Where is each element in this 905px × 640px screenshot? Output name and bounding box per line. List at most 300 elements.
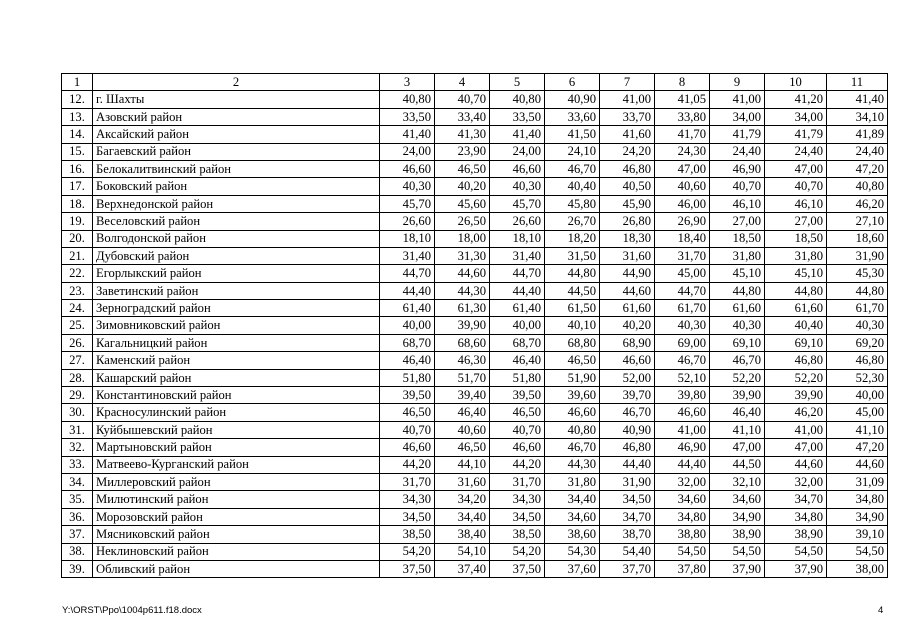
value-cell: 46,60 (490, 439, 545, 456)
value-cell: 31,09 (827, 473, 888, 490)
value-cell: 31,70 (380, 473, 435, 490)
table-row (62, 317, 888, 334)
row-number: 34. (62, 473, 93, 490)
district-name: Кагальницкий район (93, 334, 380, 351)
value-cell: 41,79 (710, 126, 765, 143)
value-cell: 40,30 (490, 178, 545, 195)
value-cell: 40,40 (765, 317, 827, 334)
value-cell: 61,60 (600, 300, 655, 317)
value-cell: 34,30 (490, 491, 545, 508)
value-cell: 54,40 (600, 543, 655, 560)
value-cell: 34,60 (655, 491, 710, 508)
value-cell: 46,40 (380, 352, 435, 369)
district-name: Куйбышевский район (93, 421, 380, 438)
value-cell: 61,40 (380, 300, 435, 317)
table-row (62, 560, 888, 577)
value-cell: 45,70 (380, 195, 435, 212)
row-number: 36. (62, 508, 93, 525)
value-cell: 26,80 (600, 213, 655, 230)
value-cell: 32,00 (765, 473, 827, 490)
value-cell: 68,90 (600, 334, 655, 351)
value-cell: 45,00 (827, 404, 888, 421)
value-cell: 39,90 (435, 317, 490, 334)
district-name: Заветинский район (93, 282, 380, 299)
value-cell: 27,00 (710, 213, 765, 230)
value-cell: 40,50 (600, 178, 655, 195)
table-row (62, 160, 888, 177)
table-row (62, 404, 888, 421)
value-cell: 31,80 (545, 473, 600, 490)
row-number: 27. (62, 352, 93, 369)
table-row (62, 213, 888, 230)
value-cell: 61,30 (435, 300, 490, 317)
value-cell: 54,50 (765, 543, 827, 560)
value-cell: 31,40 (490, 247, 545, 264)
value-cell: 32,10 (710, 473, 765, 490)
value-cell: 34,50 (380, 508, 435, 525)
table-row (62, 456, 888, 473)
district-name: Милютинский район (93, 491, 380, 508)
value-cell: 46,60 (545, 404, 600, 421)
value-cell: 46,50 (435, 439, 490, 456)
district-name: Матвеево-Курганский район (93, 456, 380, 473)
value-cell: 41,20 (765, 91, 827, 108)
value-cell: 34,70 (765, 491, 827, 508)
value-cell: 41,70 (655, 126, 710, 143)
value-cell: 40,00 (827, 387, 888, 404)
value-cell: 47,00 (765, 439, 827, 456)
column-header: 4 (435, 74, 490, 91)
value-cell: 41,00 (600, 91, 655, 108)
value-cell: 24,30 (655, 143, 710, 160)
table-row (62, 473, 888, 490)
value-cell: 38,90 (710, 526, 765, 543)
table-row (62, 526, 888, 543)
value-cell: 44,80 (545, 265, 600, 282)
value-cell: 37,60 (545, 560, 600, 577)
row-number: 21. (62, 247, 93, 264)
value-cell: 44,40 (380, 282, 435, 299)
column-header: 5 (490, 74, 545, 91)
value-cell: 26,60 (490, 213, 545, 230)
row-number: 26. (62, 334, 93, 351)
value-cell: 39,90 (710, 387, 765, 404)
row-number: 15. (62, 143, 93, 160)
district-name: Волгодонской район (93, 230, 380, 247)
value-cell: 38,50 (490, 526, 545, 543)
column-header: 3 (380, 74, 435, 91)
value-cell: 34,80 (827, 491, 888, 508)
value-cell: 68,70 (380, 334, 435, 351)
value-cell: 54,50 (655, 543, 710, 560)
value-cell: 46,70 (600, 404, 655, 421)
value-cell: 31,60 (600, 247, 655, 264)
district-name: Азовский район (93, 108, 380, 125)
value-cell: 51,80 (490, 369, 545, 386)
value-cell: 69,10 (765, 334, 827, 351)
district-name: Каменский район (93, 352, 380, 369)
row-number: 31. (62, 421, 93, 438)
row-number: 39. (62, 560, 93, 577)
value-cell: 41,10 (710, 421, 765, 438)
value-cell: 47,20 (827, 439, 888, 456)
column-header: 11 (827, 74, 888, 91)
value-cell: 44,60 (827, 456, 888, 473)
value-cell: 34,00 (765, 108, 827, 125)
column-header: 9 (710, 74, 765, 91)
value-cell: 46,70 (655, 352, 710, 369)
value-cell: 27,00 (765, 213, 827, 230)
value-cell: 46,30 (435, 352, 490, 369)
value-cell: 44,40 (655, 456, 710, 473)
value-cell: 44,30 (545, 456, 600, 473)
value-cell: 46,90 (655, 439, 710, 456)
district-name: Верхнедонской район (93, 195, 380, 212)
row-number: 20. (62, 230, 93, 247)
value-cell: 52,20 (710, 369, 765, 386)
value-cell: 18,10 (380, 230, 435, 247)
value-cell: 26,60 (380, 213, 435, 230)
value-cell: 46,60 (655, 404, 710, 421)
district-name: Аксайский район (93, 126, 380, 143)
value-cell: 37,90 (710, 560, 765, 577)
row-number: 13. (62, 108, 93, 125)
value-cell: 44,60 (765, 456, 827, 473)
value-cell: 31,60 (435, 473, 490, 490)
value-cell: 31,90 (600, 473, 655, 490)
table-row (62, 300, 888, 317)
value-cell: 31,70 (490, 473, 545, 490)
value-cell: 34,20 (435, 491, 490, 508)
value-cell: 39,40 (435, 387, 490, 404)
value-cell: 47,00 (710, 439, 765, 456)
district-name: Багаевский район (93, 143, 380, 160)
value-cell: 39,80 (655, 387, 710, 404)
value-cell: 40,80 (827, 178, 888, 195)
table-row (62, 126, 888, 143)
value-cell: 38,50 (380, 526, 435, 543)
value-cell: 40,20 (600, 317, 655, 334)
value-cell: 32,00 (655, 473, 710, 490)
table-body (62, 91, 888, 578)
value-cell: 40,60 (435, 421, 490, 438)
table-row (62, 282, 888, 299)
value-cell: 44,60 (435, 265, 490, 282)
table-row (62, 369, 888, 386)
value-cell: 44,30 (435, 282, 490, 299)
value-cell: 61,70 (655, 300, 710, 317)
value-cell: 61,40 (490, 300, 545, 317)
value-cell: 45,80 (545, 195, 600, 212)
value-cell: 34,90 (710, 508, 765, 525)
value-cell: 24,40 (710, 143, 765, 160)
value-cell: 31,30 (435, 247, 490, 264)
footer-file-path: Y:\ORST\Ppo\1004p611.f18.docx (62, 605, 202, 616)
value-cell: 41,10 (827, 421, 888, 438)
value-cell: 23,90 (435, 143, 490, 160)
row-number: 17. (62, 178, 93, 195)
value-cell: 45,60 (435, 195, 490, 212)
value-cell: 46,60 (600, 352, 655, 369)
value-cell: 34,50 (490, 508, 545, 525)
district-name: Веселовский район (93, 213, 380, 230)
table-row (62, 265, 888, 282)
value-cell: 24,10 (545, 143, 600, 160)
value-cell: 46,70 (545, 160, 600, 177)
value-cell: 33,50 (490, 108, 545, 125)
value-cell: 44,20 (380, 456, 435, 473)
value-cell: 34,00 (710, 108, 765, 125)
value-cell: 33,50 (380, 108, 435, 125)
row-number: 19. (62, 213, 93, 230)
table-row (62, 247, 888, 264)
value-cell: 46,40 (435, 404, 490, 421)
value-cell: 37,50 (490, 560, 545, 577)
value-cell: 54,20 (380, 543, 435, 560)
value-cell: 40,30 (827, 317, 888, 334)
value-cell: 46,40 (490, 352, 545, 369)
value-cell: 46,80 (827, 352, 888, 369)
value-cell: 44,80 (710, 282, 765, 299)
value-cell: 38,00 (827, 560, 888, 577)
value-cell: 18,00 (435, 230, 490, 247)
value-cell: 34,70 (600, 508, 655, 525)
table-row (62, 178, 888, 195)
district-name: Миллеровский район (93, 473, 380, 490)
value-cell: 33,80 (655, 108, 710, 125)
value-cell: 51,80 (380, 369, 435, 386)
value-cell: 40,30 (710, 317, 765, 334)
value-cell: 54,50 (710, 543, 765, 560)
value-cell: 44,70 (490, 265, 545, 282)
district-name: Зимовниковский район (93, 317, 380, 334)
value-cell: 45,30 (827, 265, 888, 282)
value-cell: 41,40 (827, 91, 888, 108)
value-cell: 52,10 (655, 369, 710, 386)
value-cell: 40,20 (435, 178, 490, 195)
value-cell: 34,80 (655, 508, 710, 525)
value-cell: 33,70 (600, 108, 655, 125)
value-cell: 46,80 (765, 352, 827, 369)
value-cell: 40,10 (545, 317, 600, 334)
column-header: 10 (765, 74, 827, 91)
row-number: 12. (62, 91, 93, 108)
value-cell: 39,60 (545, 387, 600, 404)
value-cell: 52,00 (600, 369, 655, 386)
district-name: Красносулинский район (93, 404, 380, 421)
value-cell: 34,50 (600, 491, 655, 508)
table-row (62, 439, 888, 456)
value-cell: 40,70 (380, 421, 435, 438)
value-cell: 41,05 (655, 91, 710, 108)
value-cell: 18,50 (710, 230, 765, 247)
table-row (62, 230, 888, 247)
value-cell: 40,80 (490, 91, 545, 108)
value-cell: 46,50 (490, 404, 545, 421)
value-cell: 68,70 (490, 334, 545, 351)
value-cell: 24,40 (765, 143, 827, 160)
value-cell: 38,60 (545, 526, 600, 543)
row-number: 29. (62, 387, 93, 404)
table-row (62, 352, 888, 369)
value-cell: 45,90 (600, 195, 655, 212)
value-cell: 40,30 (380, 178, 435, 195)
value-cell: 54,50 (827, 543, 888, 560)
table-row (62, 334, 888, 351)
value-cell: 24,40 (827, 143, 888, 160)
value-cell: 39,50 (380, 387, 435, 404)
value-cell: 40,80 (380, 91, 435, 108)
row-number: 33. (62, 456, 93, 473)
district-name: Морозовский район (93, 508, 380, 525)
value-cell: 44,60 (600, 282, 655, 299)
value-cell: 33,60 (545, 108, 600, 125)
table-row (62, 387, 888, 404)
table-header-row (62, 74, 888, 91)
value-cell: 44,70 (655, 282, 710, 299)
value-cell: 37,80 (655, 560, 710, 577)
row-number: 25. (62, 317, 93, 334)
data-table (61, 73, 888, 578)
value-cell: 45,10 (765, 265, 827, 282)
value-cell: 39,10 (827, 526, 888, 543)
value-cell: 47,00 (765, 160, 827, 177)
value-cell: 26,70 (545, 213, 600, 230)
value-cell: 46,20 (765, 404, 827, 421)
value-cell: 40,70 (490, 421, 545, 438)
value-cell: 38,90 (765, 526, 827, 543)
value-cell: 37,40 (435, 560, 490, 577)
value-cell: 24,20 (600, 143, 655, 160)
row-number: 14. (62, 126, 93, 143)
value-cell: 44,10 (435, 456, 490, 473)
value-cell: 46,20 (827, 195, 888, 212)
row-number: 24. (62, 300, 93, 317)
row-number: 22. (62, 265, 93, 282)
value-cell: 44,80 (765, 282, 827, 299)
district-name: Белокалитвинский район (93, 160, 380, 177)
column-header: 2 (93, 74, 380, 91)
value-cell: 46,70 (710, 352, 765, 369)
value-cell: 34,40 (545, 491, 600, 508)
value-cell: 44,50 (710, 456, 765, 473)
value-cell: 54,10 (435, 543, 490, 560)
value-cell: 46,60 (380, 439, 435, 456)
value-cell: 18,30 (600, 230, 655, 247)
value-cell: 40,30 (655, 317, 710, 334)
value-cell: 68,80 (545, 334, 600, 351)
value-cell: 44,40 (490, 282, 545, 299)
value-cell: 41,60 (600, 126, 655, 143)
value-cell: 31,80 (765, 247, 827, 264)
value-cell: 61,60 (765, 300, 827, 317)
column-header: 8 (655, 74, 710, 91)
value-cell: 33,40 (435, 108, 490, 125)
value-cell: 46,70 (545, 439, 600, 456)
value-cell: 34,80 (765, 508, 827, 525)
value-cell: 40,00 (490, 317, 545, 334)
column-header: 7 (600, 74, 655, 91)
value-cell: 46,00 (655, 195, 710, 212)
table-row (62, 491, 888, 508)
value-cell: 37,70 (600, 560, 655, 577)
value-cell: 24,00 (380, 143, 435, 160)
district-name: Егорлыкский район (93, 265, 380, 282)
value-cell: 51,70 (435, 369, 490, 386)
row-number: 18. (62, 195, 93, 212)
value-cell: 40,80 (545, 421, 600, 438)
value-cell: 40,60 (655, 178, 710, 195)
value-cell: 39,70 (600, 387, 655, 404)
value-cell: 52,30 (827, 369, 888, 386)
district-name: г. Шахты (93, 91, 380, 108)
value-cell: 41,00 (655, 421, 710, 438)
value-cell: 40,70 (765, 178, 827, 195)
value-cell: 39,90 (765, 387, 827, 404)
row-number: 30. (62, 404, 93, 421)
value-cell: 26,90 (655, 213, 710, 230)
value-cell: 40,00 (380, 317, 435, 334)
value-cell: 46,60 (490, 160, 545, 177)
value-cell: 47,20 (827, 160, 888, 177)
row-number: 23. (62, 282, 93, 299)
district-name: Обливский район (93, 560, 380, 577)
district-name: Боковский район (93, 178, 380, 195)
row-number: 28. (62, 369, 93, 386)
value-cell: 41,89 (827, 126, 888, 143)
column-header: 1 (62, 74, 93, 91)
value-cell: 24,00 (490, 143, 545, 160)
value-cell: 61,60 (710, 300, 765, 317)
table-row (62, 195, 888, 212)
row-number: 38. (62, 543, 93, 560)
value-cell: 39,50 (490, 387, 545, 404)
table-row (62, 421, 888, 438)
row-number: 16. (62, 160, 93, 177)
value-cell: 27,10 (827, 213, 888, 230)
value-cell: 46,50 (545, 352, 600, 369)
value-cell: 31,70 (655, 247, 710, 264)
value-cell: 46,50 (435, 160, 490, 177)
value-cell: 34,10 (827, 108, 888, 125)
district-name: Мясниковский район (93, 526, 380, 543)
district-name: Зерноградский район (93, 300, 380, 317)
value-cell: 41,30 (435, 126, 490, 143)
value-cell: 26,50 (435, 213, 490, 230)
value-cell: 51,90 (545, 369, 600, 386)
value-cell: 41,40 (490, 126, 545, 143)
value-cell: 38,80 (655, 526, 710, 543)
value-cell: 34,40 (435, 508, 490, 525)
district-name: Мартыновский район (93, 439, 380, 456)
value-cell: 45,70 (490, 195, 545, 212)
page-number: 4 (878, 605, 884, 616)
value-cell: 38,70 (600, 526, 655, 543)
value-cell: 68,60 (435, 334, 490, 351)
value-cell: 18,40 (655, 230, 710, 247)
district-name: Константиновский район (93, 387, 380, 404)
value-cell: 44,20 (490, 456, 545, 473)
value-cell: 44,50 (545, 282, 600, 299)
value-cell: 46,10 (710, 195, 765, 212)
value-cell: 31,40 (380, 247, 435, 264)
value-cell: 46,50 (380, 404, 435, 421)
value-cell: 37,90 (765, 560, 827, 577)
value-cell: 45,00 (655, 265, 710, 282)
table-row (62, 91, 888, 108)
value-cell: 69,10 (710, 334, 765, 351)
value-cell: 46,60 (380, 160, 435, 177)
